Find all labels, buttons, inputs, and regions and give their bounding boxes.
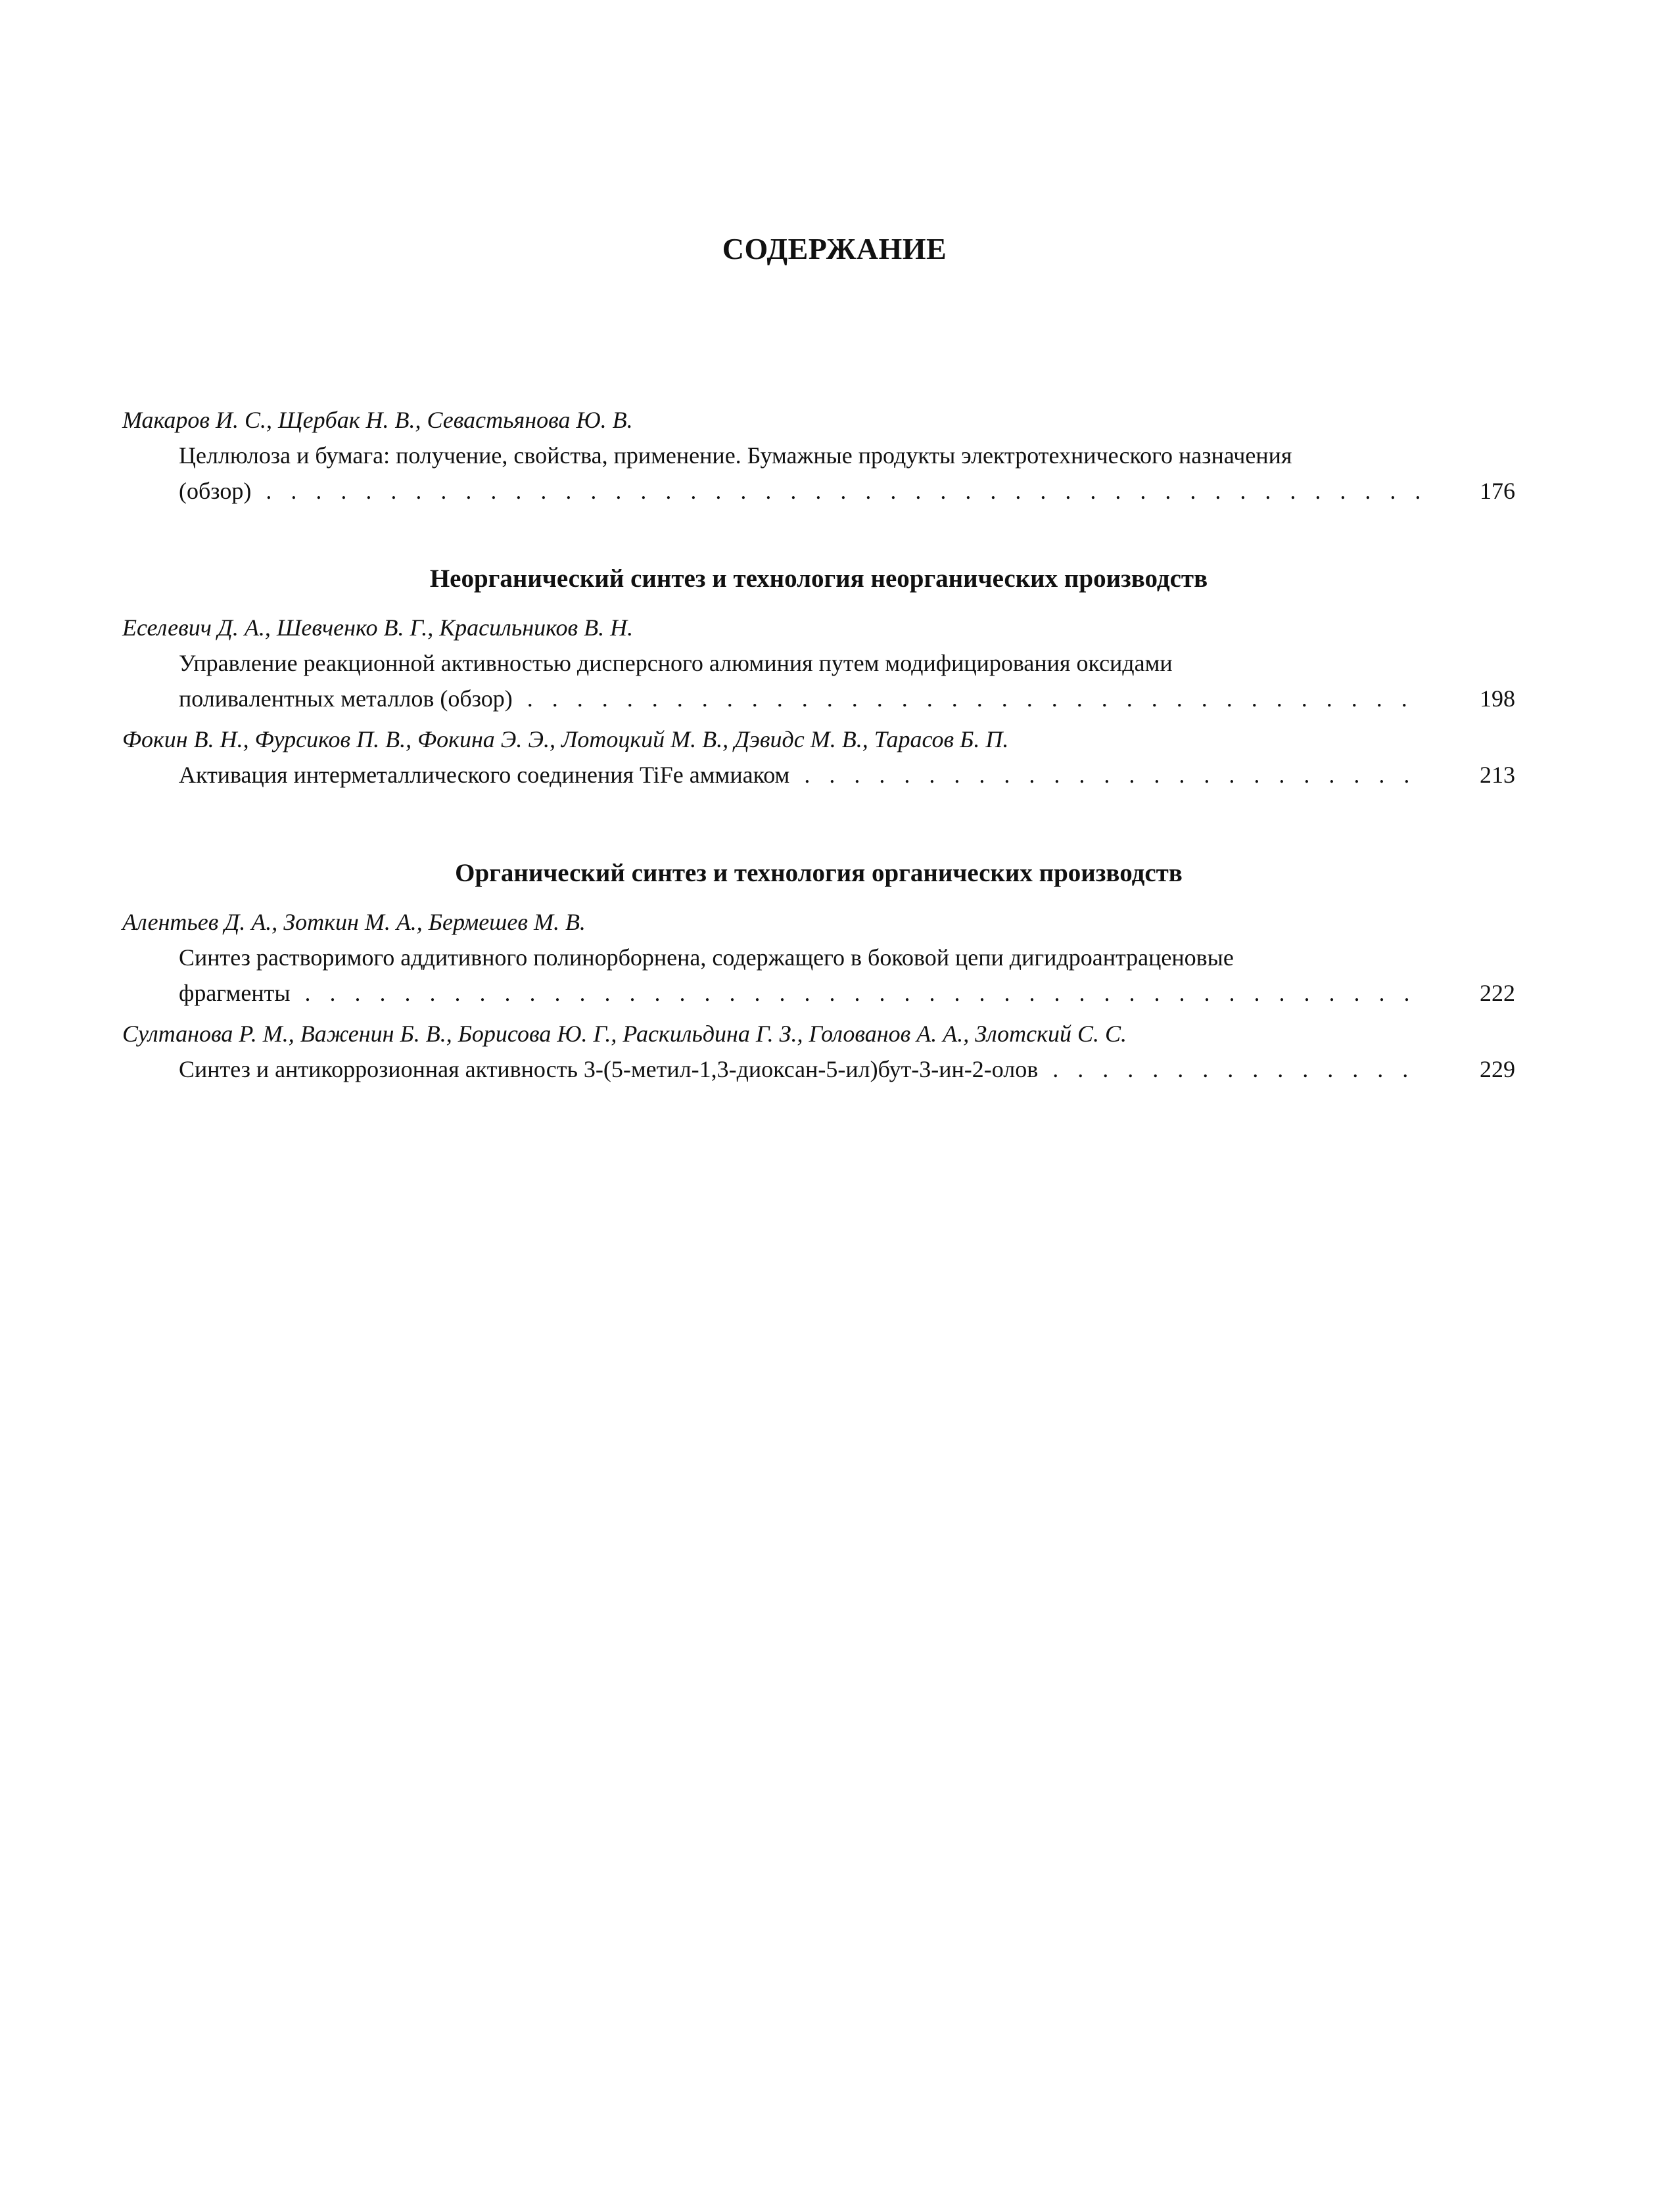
entry-title-end: Активация интерметаллического соединения TiFe аммиаком: [179, 762, 790, 788]
entry-page-number: 229: [1480, 1056, 1515, 1082]
entry-title-line: Целлюлоза и бумага: получение, свойства, применение. Бумажные продукты электротехнического назначения: [179, 442, 1292, 469]
entry-authors: Еселевич Д. А., Шевченко В. Г., Красильников В. Н.: [122, 614, 634, 641]
entry-title-end: Синтез и антикоррозионная активность 3-(5-метил-1,3-диоксан-5-ил)бут-3-ин-2-олов: [179, 1056, 1039, 1082]
toc-section: [122, 856, 1515, 1087]
entry-authors: Султанова Р. М., Важенин Б. В., Борисова Ю. Г., Раскильдина Г. З., Голованов А. А., Злотский С. С.: [122, 1021, 1127, 1047]
entry-title-last-line: [179, 681, 1434, 716]
entry-page-number: 198: [1480, 685, 1515, 712]
entry-title: [122, 438, 1515, 509]
dot-leader: [266, 473, 1421, 509]
entry-page-number: 222: [1480, 980, 1515, 1006]
table-of-contents: [122, 402, 1515, 1087]
entry-title-end: (обзор): [179, 478, 252, 504]
entry-authors: Алентьев Д. А., Зоткин М. А., Бермешев М. В.: [122, 909, 586, 935]
section-heading: Неорганический синтез и технология неорганических производств: [429, 565, 1208, 593]
toc-entry[interactable]: [122, 904, 1515, 1011]
entry-title: [122, 645, 1515, 716]
toc-entry[interactable]: [122, 1016, 1515, 1087]
entry-title-last-line: [179, 473, 1434, 509]
toc-entry[interactable]: [122, 402, 1515, 509]
entry-title-line: Управление реакционной активностью дисперсного алюминия путем модифицирования оксидами: [179, 650, 1173, 676]
toc-entry[interactable]: [122, 610, 1515, 716]
entry-authors: Фокин В. Н., Фурсиков П. В., Фокина Э. Э., Лотоцкий М. В., Дэвидс М. В., Тарасов Б. П.: [122, 726, 1009, 752]
entry-title: [122, 940, 1515, 1011]
entry-title-last-line: [179, 1051, 1434, 1087]
entry-title-last-line: [179, 975, 1434, 1011]
entry-title-end: фрагменты: [179, 980, 291, 1006]
dot-leader: [804, 757, 1421, 793]
dot-leader: [527, 681, 1421, 716]
entry-title-line: Синтез растворимого аддитивного полинорборнена, содержащего в боковой цепи дигидроантраценовые: [179, 944, 1234, 971]
dot-leader: [305, 975, 1421, 1011]
page-title: СОДЕРЖАНИЕ: [722, 232, 947, 265]
entry-title: [122, 757, 1515, 793]
entry-authors: Макаров И. С., Щербак Н. В., Севастьянова Ю. В.: [122, 407, 633, 433]
entry-title: [122, 1051, 1515, 1087]
dot-leader: [1052, 1051, 1421, 1087]
section-heading: Органический синтез и технология органических производств: [455, 859, 1183, 887]
toc-entry[interactable]: [122, 722, 1515, 793]
entry-page-number: 213: [1480, 762, 1515, 788]
entry-title-end: поливалентных металлов (обзор): [179, 685, 513, 712]
entry-title-last-line: [179, 757, 1434, 793]
entry-page-number: 176: [1480, 478, 1515, 504]
toc-section: [122, 561, 1515, 793]
